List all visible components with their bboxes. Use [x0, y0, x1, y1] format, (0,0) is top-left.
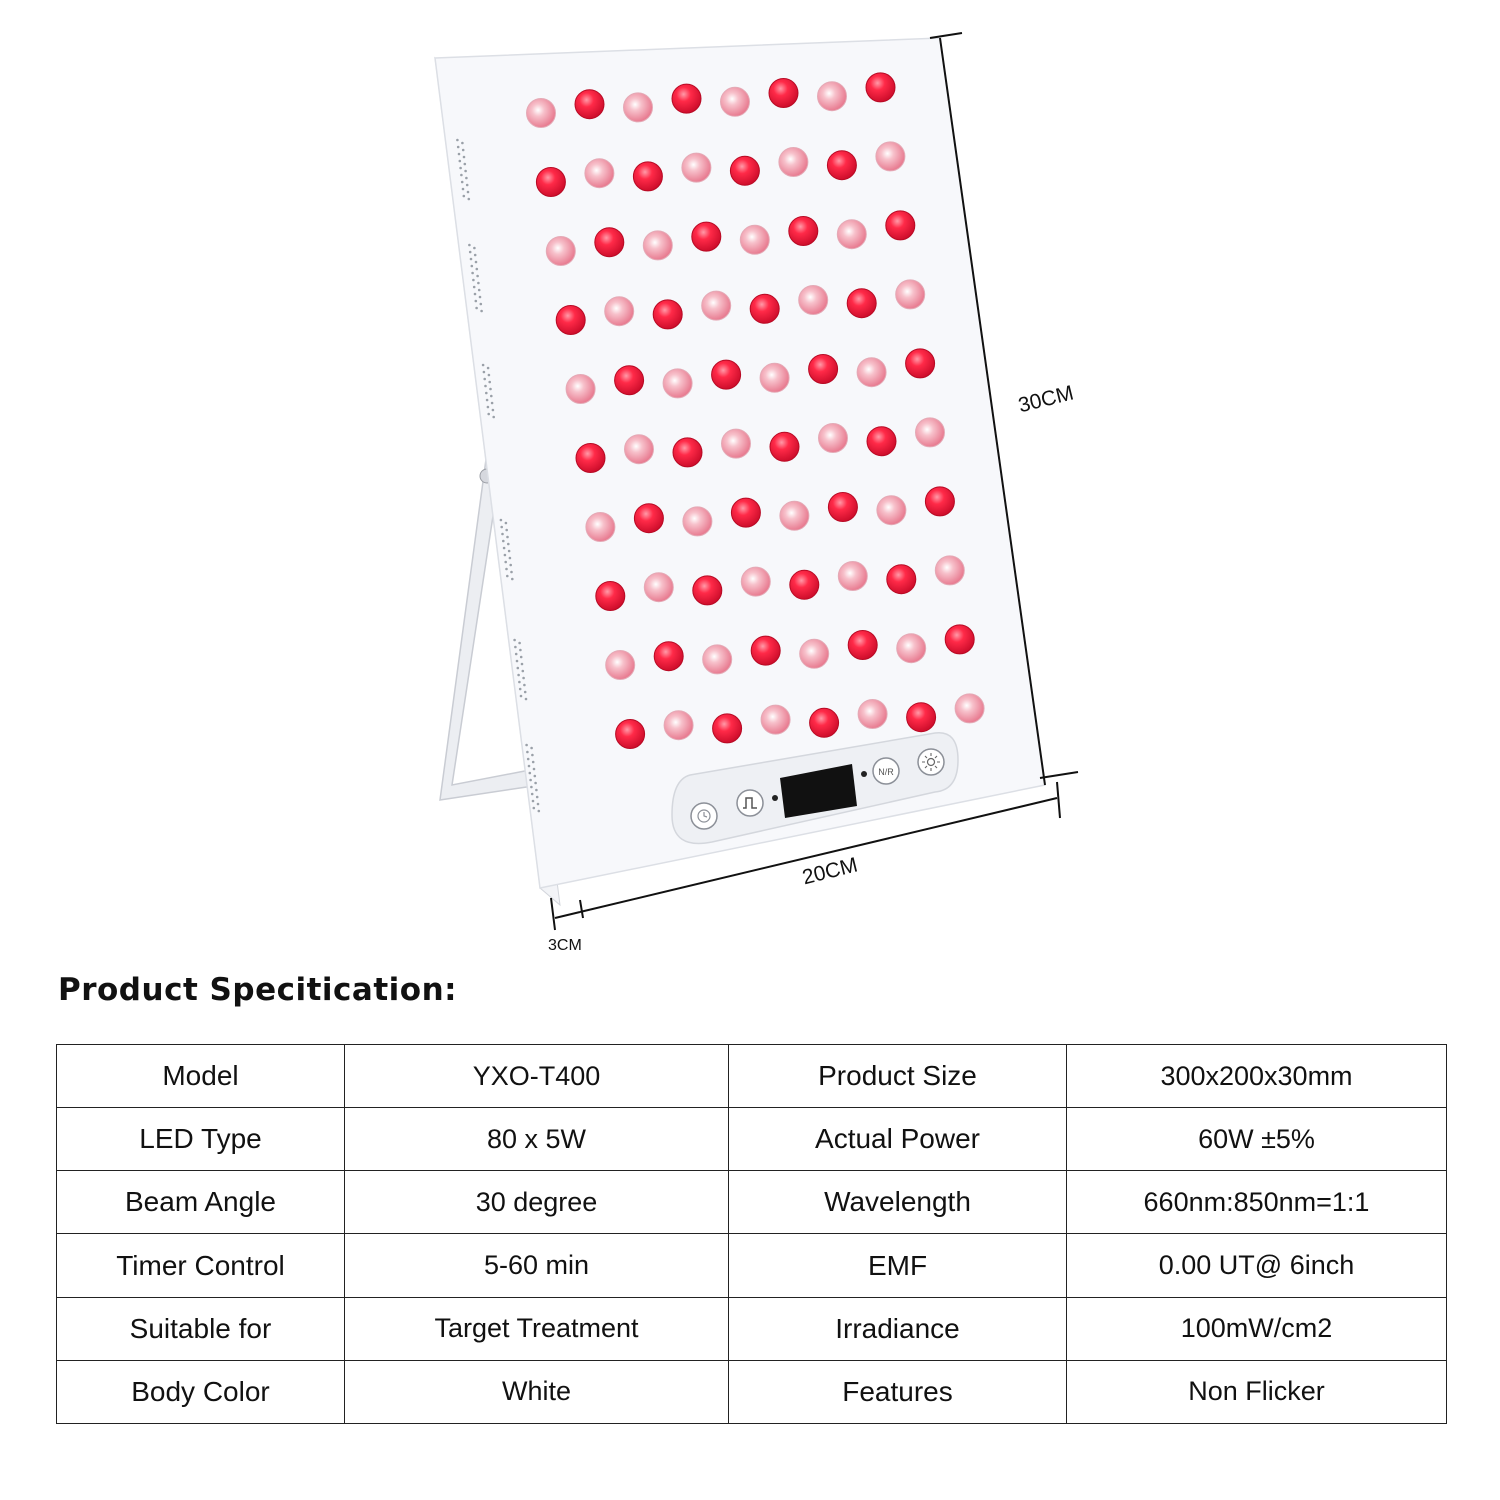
- spec-value-cell: 100mW/cm2: [1067, 1297, 1447, 1360]
- spec-value-cell: YXO-T400: [345, 1045, 729, 1108]
- led-bulb: [606, 651, 635, 680]
- vent-hole: [532, 761, 535, 764]
- vent-hole: [488, 381, 491, 384]
- spec-value-cell: 30 degree: [345, 1171, 729, 1234]
- led-bulb: [770, 432, 799, 461]
- vent-hole: [475, 300, 478, 303]
- spec-value-cell: 80 x 5W: [345, 1108, 729, 1171]
- vent-hole: [480, 310, 483, 313]
- vent-hole: [537, 803, 540, 806]
- vent-hole: [509, 564, 512, 567]
- spec-label-cell: Wavelength: [729, 1171, 1067, 1234]
- vent-hole: [480, 303, 483, 306]
- vent-hole: [475, 307, 478, 310]
- led-bulb: [643, 231, 672, 260]
- vent-hole: [516, 660, 519, 663]
- vent-hole: [500, 526, 503, 529]
- spec-row: [57, 1360, 1447, 1423]
- vent-hole: [468, 244, 471, 247]
- vent-hole: [456, 139, 459, 142]
- vent-hole: [526, 751, 529, 754]
- led-bulb: [683, 507, 712, 536]
- vent-hole: [517, 674, 520, 677]
- led-bulb: [703, 645, 732, 674]
- vent-hole: [529, 772, 532, 775]
- led-bulb: [800, 639, 829, 668]
- led-bulb: [848, 631, 877, 660]
- vent-hole: [476, 268, 479, 271]
- vent-hole: [485, 392, 488, 395]
- vent-hole: [517, 667, 520, 670]
- spec-value-cell: 0.00 UT@ 6inch: [1067, 1234, 1447, 1297]
- led-bulb: [672, 84, 701, 113]
- vent-hole: [468, 198, 471, 201]
- svg-text:N/R: N/R: [878, 767, 894, 777]
- vent-hole: [474, 254, 477, 257]
- spec-row: [57, 1171, 1447, 1234]
- vent-hole: [465, 177, 468, 180]
- led-bulb: [906, 349, 935, 378]
- led-bulb: [664, 711, 693, 740]
- vent-hole: [505, 522, 508, 525]
- led-bulb: [887, 565, 916, 594]
- led-bulb: [789, 217, 818, 246]
- led-bulb: [858, 700, 887, 729]
- vent-hole: [503, 547, 506, 550]
- spec-value-cell: Target Treatment: [345, 1297, 729, 1360]
- vent-hole: [520, 656, 523, 659]
- vent-hole: [490, 395, 493, 398]
- led-bulb: [877, 496, 906, 525]
- vent-hole: [510, 571, 513, 574]
- vent-hole: [489, 388, 492, 391]
- led-bulb: [595, 228, 624, 257]
- dimension-height-label: 30CM: [1016, 381, 1076, 418]
- led-bulb: [692, 222, 721, 251]
- vent-hole: [519, 688, 522, 691]
- vent-hole: [508, 550, 511, 553]
- led-bulb: [693, 576, 722, 605]
- spec-value-cell: 660nm:850nm=1:1: [1067, 1171, 1447, 1234]
- led-bulb: [605, 297, 634, 326]
- vent-hole: [476, 275, 479, 278]
- vent-hole: [459, 160, 462, 163]
- vent-hole: [522, 677, 525, 680]
- vent-hole: [520, 695, 523, 698]
- spec-value-cell: 300x200x30mm: [1067, 1045, 1447, 1108]
- vent-hole: [531, 793, 534, 796]
- vent-hole: [523, 684, 526, 687]
- led-bulb: [536, 168, 565, 197]
- spec-row: [57, 1297, 1447, 1360]
- led-bulb: [586, 513, 615, 542]
- vent-hole: [458, 153, 461, 156]
- vent-hole: [501, 533, 504, 536]
- vent-hole: [513, 639, 516, 642]
- clock-icon[interactable]: [691, 803, 717, 829]
- led-bulb: [790, 570, 819, 599]
- vent-hole: [487, 367, 490, 370]
- led-bulb: [799, 286, 828, 315]
- vent-hole: [483, 378, 486, 381]
- vent-hole: [527, 758, 530, 761]
- vent-hole: [461, 142, 464, 145]
- vent-hole: [474, 293, 477, 296]
- led-bulb: [615, 366, 644, 395]
- led-bulb: [925, 487, 954, 516]
- spec-value-cell: 60W ±5%: [1067, 1108, 1447, 1171]
- vent-hole: [529, 779, 532, 782]
- led-bulb: [625, 435, 654, 464]
- led-bulb: [740, 225, 769, 254]
- vent-hole: [484, 385, 487, 388]
- vent-hole: [462, 188, 465, 191]
- spec-value-cell: Non Flicker: [1067, 1360, 1447, 1423]
- vent-hole: [462, 149, 465, 152]
- spec-label-cell: Beam Angle: [57, 1171, 345, 1234]
- spec-table: [56, 1044, 1447, 1424]
- brightness-icon[interactable]: [918, 749, 944, 775]
- led-bulb: [896, 280, 925, 309]
- spec-value-cell: White: [345, 1360, 729, 1423]
- spec-label-cell: Product Size: [729, 1045, 1067, 1108]
- vent-hole: [472, 279, 475, 282]
- vent-hole: [507, 543, 510, 546]
- vent-hole: [492, 409, 495, 412]
- vent-hole: [471, 272, 474, 275]
- vent-hole: [522, 670, 525, 673]
- led-bulb: [654, 642, 683, 671]
- vent-hole: [505, 529, 508, 532]
- nir-icon[interactable]: [873, 758, 899, 784]
- vent-hole: [525, 698, 528, 701]
- vent-hole: [518, 681, 521, 684]
- vent-hole: [530, 747, 533, 750]
- led-bulb: [596, 582, 625, 611]
- led-bulb: [867, 427, 896, 456]
- led-bulb: [876, 142, 905, 171]
- vent-hole: [464, 170, 467, 173]
- spec-label-cell: Model: [57, 1045, 345, 1108]
- spec-value-cell: 5-60 min: [345, 1234, 729, 1297]
- vent-hole: [511, 578, 514, 581]
- vent-hole: [534, 782, 537, 785]
- led-bulb: [809, 355, 838, 384]
- vent-hole: [515, 653, 518, 656]
- led-bulb: [750, 294, 779, 323]
- vent-hole: [533, 768, 536, 771]
- led-bulb: [827, 151, 856, 180]
- vent-hole: [473, 247, 476, 250]
- led-bulb: [780, 501, 809, 530]
- spec-label-cell: Features: [729, 1360, 1067, 1423]
- led-bulb: [713, 714, 742, 743]
- led-bulb: [663, 369, 692, 398]
- led-bulb: [644, 573, 673, 602]
- pulse-icon[interactable]: [737, 790, 763, 816]
- led-bulb: [653, 300, 682, 329]
- led-bulb: [741, 567, 770, 596]
- led-bulb: [769, 79, 798, 108]
- led-bulb: [624, 93, 653, 122]
- led-bulb: [828, 493, 857, 522]
- led-bulb: [585, 159, 614, 188]
- vent-hole: [518, 642, 521, 645]
- led-bulb: [935, 556, 964, 585]
- vent-hole: [528, 765, 531, 768]
- led-bulb: [633, 162, 662, 191]
- vent-hole: [467, 191, 470, 194]
- vent-hole: [519, 649, 522, 652]
- led-bulb: [916, 418, 945, 447]
- led-bulb: [810, 708, 839, 737]
- vent-hole: [463, 195, 466, 198]
- vent-hole: [530, 786, 533, 789]
- vent-hole: [459, 167, 462, 170]
- vent-hole: [505, 568, 508, 571]
- vent-hole: [460, 174, 463, 177]
- led-bulb: [721, 87, 750, 116]
- led-bulb: [857, 358, 886, 387]
- vent-hole: [475, 261, 478, 264]
- vent-hole: [487, 406, 490, 409]
- led-bulb: [897, 634, 926, 663]
- vent-hole: [483, 371, 486, 374]
- led-bulb: [616, 720, 645, 749]
- led-bulb: [847, 289, 876, 318]
- vent-hole: [488, 374, 491, 377]
- vent-hole: [469, 251, 472, 254]
- vent-hole: [461, 181, 464, 184]
- led-bulb: [838, 562, 867, 591]
- led-bulb: [566, 375, 595, 404]
- led-bulb: [731, 498, 760, 527]
- vent-hole: [477, 282, 480, 285]
- vent-hole: [482, 364, 485, 367]
- spec-label-cell: Suitable for: [57, 1297, 345, 1360]
- vent-hole: [536, 796, 539, 799]
- led-bulb: [779, 148, 808, 177]
- vent-hole: [534, 775, 537, 778]
- spec-row: [57, 1108, 1447, 1171]
- led-bulb: [527, 99, 556, 128]
- vent-hole: [479, 296, 482, 299]
- vent-hole: [531, 754, 534, 757]
- led-bulb: [751, 636, 780, 665]
- vent-hole: [492, 416, 495, 419]
- vent-hole: [486, 399, 489, 402]
- vent-hole: [538, 810, 541, 813]
- vent-hole: [535, 789, 538, 792]
- spec-heading: Product Specitication:: [58, 972, 458, 1008]
- led-bulb: [634, 504, 663, 533]
- led-bulb: [945, 625, 974, 654]
- led-bulb: [576, 444, 605, 473]
- vent-hole: [506, 575, 509, 578]
- vent-hole: [504, 561, 507, 564]
- vent-hole: [487, 413, 490, 416]
- vent-hole: [464, 163, 467, 166]
- vent-hole: [533, 807, 536, 810]
- led-bulb: [546, 237, 575, 266]
- spec-label-cell: Body Color: [57, 1360, 345, 1423]
- vent-hole: [478, 289, 481, 292]
- led-bulb: [712, 360, 741, 389]
- spec-label-cell: Actual Power: [729, 1108, 1067, 1171]
- vent-hole: [525, 744, 528, 747]
- led-bulb: [760, 363, 789, 392]
- vent-hole: [532, 800, 535, 803]
- spec-label-cell: EMF: [729, 1234, 1067, 1297]
- led-bulb: [575, 90, 604, 119]
- vent-hole: [457, 146, 460, 149]
- led-bulb: [818, 82, 847, 111]
- vent-hole: [502, 540, 505, 543]
- led-bulb: [907, 703, 936, 732]
- led-bulb: [556, 306, 585, 335]
- led-bulb: [866, 73, 895, 102]
- spec-row: [57, 1045, 1447, 1108]
- dimension-depth-label: 3CM: [548, 937, 582, 954]
- led-bulb: [819, 424, 848, 453]
- vent-hole: [473, 286, 476, 289]
- led-bulb: [761, 705, 790, 734]
- led-bulb: [730, 156, 759, 185]
- spec-label-cell: Timer Control: [57, 1234, 345, 1297]
- vent-hole: [471, 265, 474, 268]
- led-bulb: [837, 220, 866, 249]
- vent-hole: [521, 663, 524, 666]
- dimension-width-label: 20CM: [800, 853, 860, 890]
- vent-hole: [524, 691, 527, 694]
- led-bulb: [682, 153, 711, 182]
- led-bulb: [722, 429, 751, 458]
- vent-hole: [514, 646, 517, 649]
- led-bulb: [955, 694, 984, 723]
- vent-hole: [466, 184, 469, 187]
- vent-hole: [491, 402, 494, 405]
- spec-label-cell: LED Type: [57, 1108, 345, 1171]
- spec-label-cell: Irradiance: [729, 1297, 1067, 1360]
- vent-hole: [504, 554, 507, 557]
- vent-hole: [500, 519, 503, 522]
- vent-hole: [463, 156, 466, 159]
- led-bulb: [702, 291, 731, 320]
- vent-hole: [470, 258, 473, 261]
- vent-hole: [509, 557, 512, 560]
- vent-hole: [506, 536, 509, 539]
- led-bulb: [886, 211, 915, 240]
- led-bulb: [673, 438, 702, 467]
- spec-row: [57, 1234, 1447, 1297]
